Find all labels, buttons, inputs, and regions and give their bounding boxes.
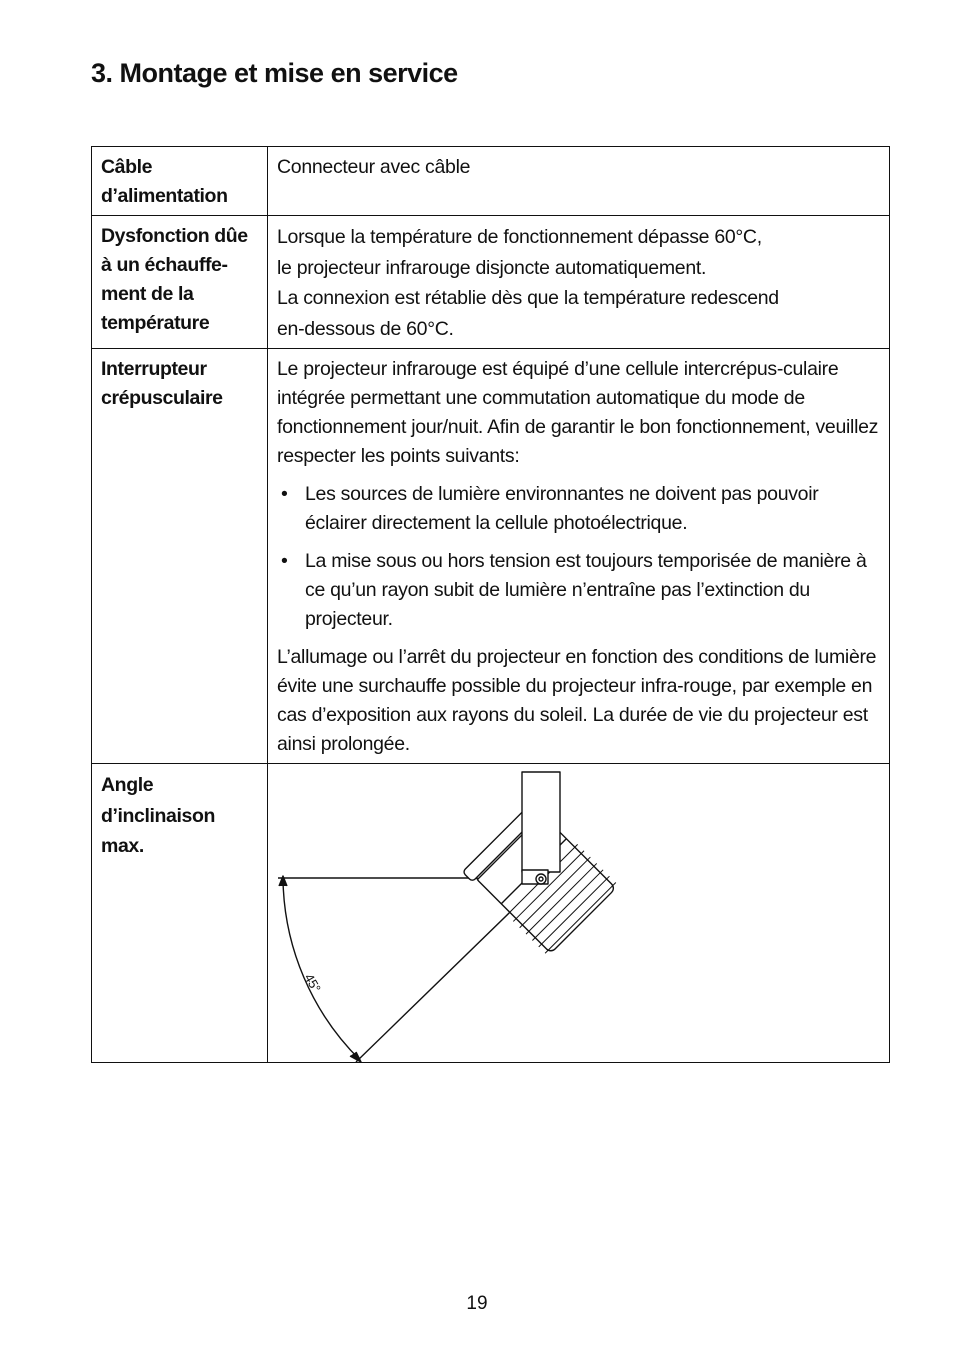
spec-table [91, 146, 890, 1063]
overheat-line: Lorsque la température de fonctionnement dépasse 60°C, [277, 226, 762, 248]
bullet-icon: • [281, 550, 288, 572]
bullet-text: La mise sous ou hors tension est toujours temporisée de manière à ce qu’un rayon subit de lumière n’entraîne pas l’extinction du projecteur. [305, 550, 867, 630]
table-row [92, 147, 890, 216]
overheat-line: La connexion est rétablie dès que la température redescend [277, 287, 779, 309]
tilt-angle-diagram [268, 764, 890, 1072]
page-number: 19 [466, 1293, 488, 1314]
twilight-outro: L’allumage ou l’arrêt du projecteur en fonction des conditions de lumière évite une surchauffe possible du projecteur infra-rouge, par exemple en cas d’exposition aux rayons du soleil. La durée de vie du projecteur est ainsi prolongée. [277, 646, 877, 755]
row-label-overheat: Dysfonction dûe à un échauffe- ment de la température [92, 216, 268, 349]
angle-arc [283, 880, 360, 1060]
bullet-text: Les sources de lumière environnantes ne doivent pas pouvoir éclairer directement la cellule photoélectrique. [305, 483, 819, 534]
angle-label: 45° [301, 971, 324, 995]
twilight-intro: Le projecteur infrarouge est équipé d’une cellule intercrépus-culaire intégrée permettant une commutation automatique du mode de fonctionnement jour/nuit. Afin de garantir le bon fonctionnement, veuillez respecter les points suivants: [277, 358, 879, 467]
table-row [92, 216, 890, 349]
overheat-line: le projecteur infrarouge disjoncte automatiquement. [277, 256, 707, 279]
row-value-twilight-switch [268, 349, 890, 764]
overheat-line: en-dessous de 60°C. [277, 317, 454, 340]
table-row [92, 764, 890, 1063]
row-value-overheat [268, 216, 890, 349]
list-item [277, 547, 881, 634]
row-label-tilt-angle: Angle d’inclinaison max. [92, 764, 268, 1063]
bullet-icon: • [281, 483, 288, 505]
row-value-cable: Connecteur avec câble [268, 147, 890, 216]
tilt-angle-figure-cell [268, 764, 890, 1063]
table-row [92, 349, 890, 764]
row-label-twilight-switch: Interrupteur crépusculaire [92, 349, 268, 764]
pivot-screw-icon [536, 874, 546, 884]
mount-bracket [522, 772, 560, 872]
twilight-bullet-list [277, 480, 881, 634]
row-label-cable: Câble d’alimentation [92, 147, 268, 216]
arrow-head-icon [350, 1052, 361, 1062]
list-item [277, 480, 881, 538]
section-title: 3. Montage et mise en service [91, 58, 458, 88]
